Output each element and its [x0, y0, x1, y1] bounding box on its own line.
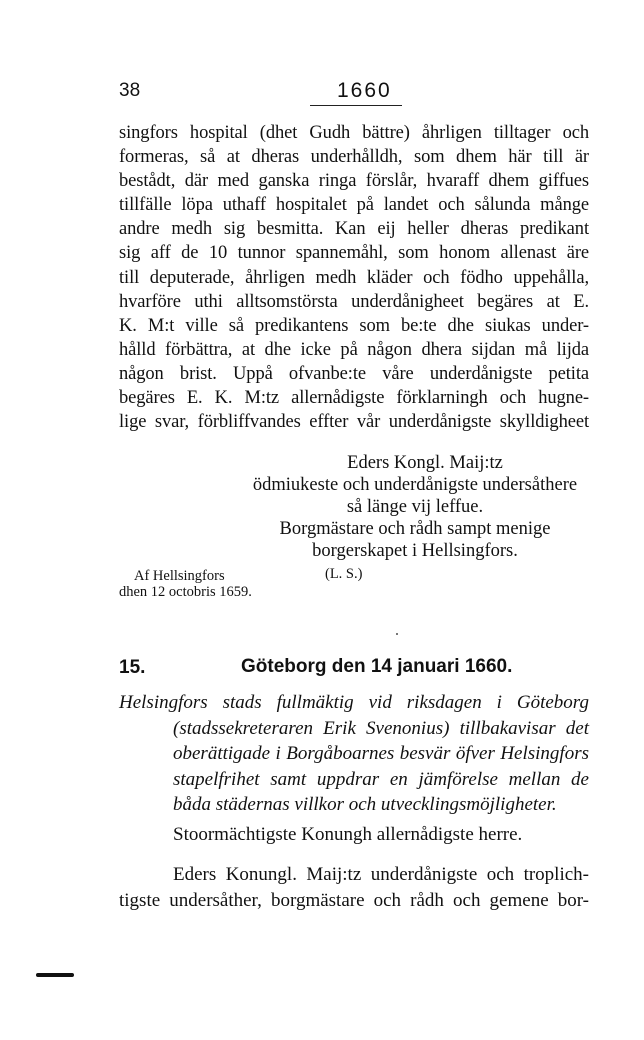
- closing-line-3: så länge vij leffue.: [346, 497, 484, 517]
- body-line: hvarföre uthi alltsomstörsta underdånigheet begäres at E.: [119, 291, 589, 312]
- closing-line-1: Eders Kongl. Maij:tz: [347, 453, 503, 473]
- body-line: begäres E. K. M:tz allernådigste förklarningh och hugne-: [119, 388, 589, 409]
- closing-line-2: ödmiukeste och underdånigste undersåthere: [252, 475, 578, 495]
- page-speck: [396, 633, 398, 635]
- summary-line: (stadssekreteraren Erik Svenonius) tillbakavisar det: [173, 717, 589, 739]
- body-line: andre medh sig besmitta. Kan eij heller dheras predikant: [119, 219, 589, 240]
- salutation: Stoormächtigste Konungh allernådigste herre.: [173, 824, 523, 845]
- place-line-2: dhen 12 octobris 1659.: [119, 584, 252, 600]
- body-line: till deputerade, åhrligen medh kläder och födho uppehålla,: [119, 267, 589, 288]
- document-summary: [119, 690, 589, 818]
- letter-body: [119, 121, 589, 434]
- header-rule: [310, 105, 402, 106]
- body-line: bestådt, där med ganska ringa förslår, hvaraff dhem giffues: [119, 171, 589, 192]
- body-line: hålld förbättra, at dhe icke på någon dhera sijdan må lijda: [119, 339, 589, 360]
- opening-paragraph: [119, 862, 589, 913]
- body-line: formeras, så at dheras underhålldh, som dhem här till är: [119, 147, 589, 168]
- body-line: lige svar, förbliffvandes effter vår underdånigste skylldigheet: [119, 412, 589, 433]
- document-number: 15.: [119, 657, 146, 678]
- body-line: tillfälle löpa uthaff hospitalet på landet och sålunda månge: [119, 195, 589, 216]
- summary-line: oberättigade i Borgåboarnes besvär öfver Helsingfors: [173, 743, 589, 764]
- summary-line: båda städernas villkor och utvecklingsmöjligheter.: [173, 794, 557, 815]
- body-line: singfors hospital (dhet Gudh bättre) åhrligen tilltager och: [119, 123, 589, 143]
- closing-line-5: borgerskapet i Hellsingfors.: [312, 541, 518, 561]
- closing-line-4: Borgmästare och rådh sampt menige: [279, 519, 551, 539]
- opening-line: tigste undersåther, borgmästare och rådh och gemene bor-: [119, 889, 589, 911]
- closing-signature: [250, 452, 580, 562]
- body-line: sig aff de 10 tunnor spannemåhl, som honom allenast äre: [119, 243, 589, 264]
- document-title: Göteborg den 14 januari 1660.: [241, 656, 513, 677]
- seal-mark: (L. S.): [325, 566, 363, 582]
- body-line: någon brist. Uppå ofvanbe:te våre underdånigste petita: [119, 363, 589, 384]
- page-number: 38: [119, 80, 141, 101]
- body-line: K. M:t ville så predikantens som be:te dhe siukas under-: [119, 315, 589, 336]
- summary-line: Helsingfors stads fullmäktig vid riksdagen i Göteborg: [119, 692, 589, 713]
- page-year-header: 1660: [337, 79, 392, 102]
- summary-line: stapelfrihet samt uppdrar en jämförelse mellan de: [173, 768, 589, 790]
- place-line-1: Af Hellsingfors: [134, 568, 225, 584]
- margin-mark: [36, 973, 74, 977]
- opening-line: Eders Konungl. Maij:tz underdånigste och troplich-: [173, 864, 589, 885]
